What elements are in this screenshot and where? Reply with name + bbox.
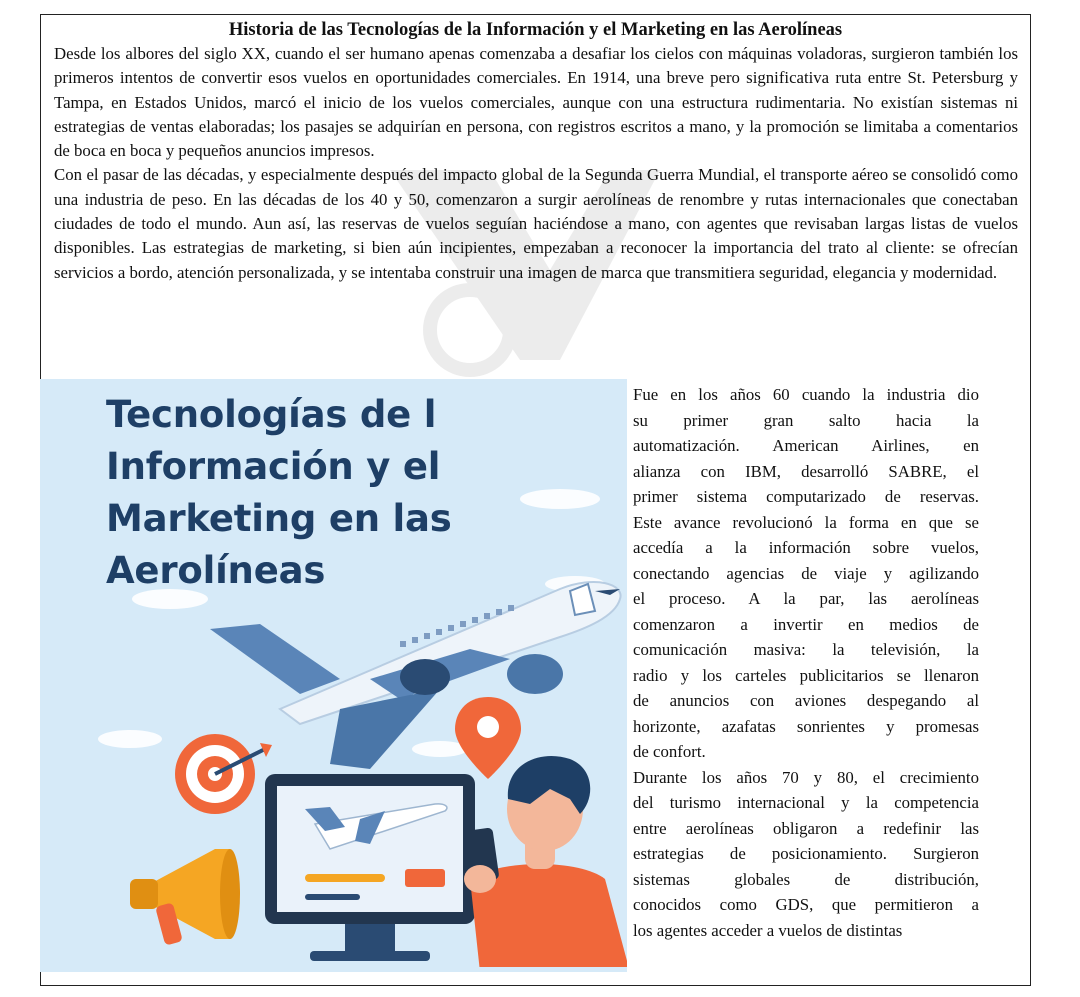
right-column-line: del turismo internacional y la competencia (633, 793, 979, 812)
illustration-title-line-3: Marketing en las (106, 497, 452, 540)
illustration-title-line-1: Tecnologías de l (106, 393, 437, 436)
paragraph-2: Con el pasar de las décadas, y especialmente después del impacto global de la Segunda Guerra Mundial, el transporte aéreo se consolidó como una industria de peso. En las décadas de los 40 y 50, comenzaron a surgir aerolíneas de renombre y rutas internacionales que conectaban ciudades de todo el mundo. Aun así, las reservas de vuelos seguían haciéndose a mano, con agentes que revisaban largas listas de vuelos disponibles. Las estrategias de marketing, si bien aún incipientes, empezaban a reconocer la importancia del trato al cliente: se ofrecían servicios a bordo, atención personalizada, y se intentaba construir una imagen de marca que transmitiera seguridad, elegancia y modernidad. (54, 165, 1018, 282)
right-column-line: horizonte, azafatas sonrientes y promesas (633, 716, 979, 736)
right-column-line: Fue en los años 60 cuando la industria dio (633, 385, 979, 404)
right-column-line: sistemas globales de distribución, (633, 869, 979, 889)
right-column-line: su primer gran salto hacia la (633, 410, 979, 430)
right-column-line: entre aerolíneas obligaron a redefinir las (633, 818, 979, 838)
right-column-line: de confort. (633, 742, 706, 761)
illustration (40, 379, 627, 972)
paragraph-1: Desde los albores del siglo XX, cuando el ser humano apenas comenzaba a desafiar los cielos con máquinas voladoras, surgieron también los primeros intentos de convertir esos vuelos en oportunidades comerciales. En 1914, una breve pero significativa ruta entre St. Petersburg y Tampa, en Estados Unidos, marcó el inicio de los vuelos comerciales, aunque con una estructura rudimentaria. No existían sistemas ni estrategias de ventas elaboradas; los pasajes se adquirían en persona, con registros escritos a mano, y la promoción se limitaba a comentarios de boca en boca y pequeños anuncios impresos. (54, 44, 1018, 161)
right-column-line: Este avance revolucionó la forma en que se (633, 512, 979, 532)
right-column-line: conocidos como GDS, que permitieron a (633, 895, 979, 914)
right-column-line: comenzaron a invertir en medios de (633, 614, 979, 634)
right-column-line: estrategias de posicionamiento. Surgieron (633, 844, 979, 863)
right-column-line: comunicación masiva: la televisión, la (633, 640, 979, 659)
illustration-title-line-2: Información y el (106, 445, 441, 488)
illustration-title (106, 389, 452, 597)
right-column-line: Durante los años 70 y 80, el crecimiento (633, 767, 979, 787)
right-column-line: el proceso. A la par, las aerolíneas (633, 589, 979, 608)
right-column-line: radio y los carteles publicitarios se llenaron (633, 665, 979, 685)
right-column-line: automatización. American Airlines, en (633, 436, 979, 455)
illustration-title-line-4: Aerolíneas (106, 549, 326, 592)
document-title: Historia de las Tecnologías de la Información y el Marketing en las Aerolíneas (228, 20, 843, 40)
right-column-line: los agentes acceder a vuelos de distintas (633, 920, 903, 940)
right-column-line: conectando agencias de viaje y agilizando (633, 563, 979, 583)
right-column-text (633, 382, 979, 943)
right-column-line: de anuncios con aviones despegando al (633, 691, 979, 710)
right-column-line: primer sistema computarizado de reservas. (633, 487, 979, 506)
right-column-line: accedía a la información sobre vuelos, (633, 538, 979, 557)
right-column-line: alianza con IBM, desarrolló SABRE, el (633, 461, 979, 481)
